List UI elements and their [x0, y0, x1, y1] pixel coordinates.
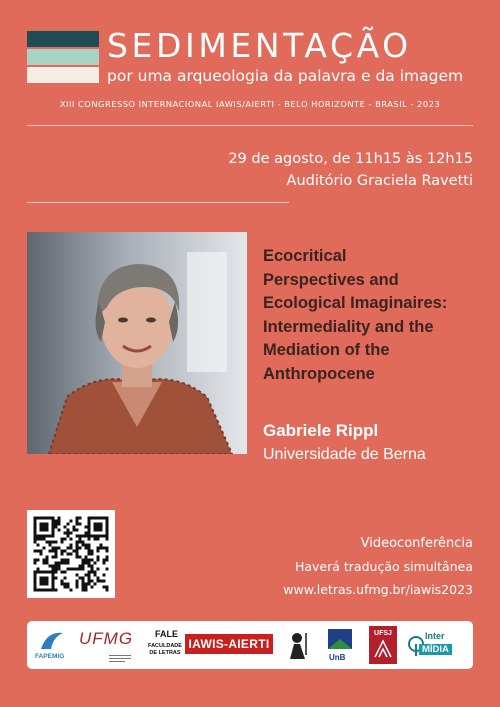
- speaker-photo: [27, 232, 247, 454]
- ufmg-logo: UFMG: [79, 629, 134, 648]
- divider-top: [27, 125, 473, 126]
- fapemig-logo-icon: [39, 629, 65, 651]
- ufsj-emblem-icon: [369, 637, 397, 659]
- sponsor-logos-bar: [27, 621, 473, 669]
- fale-subtitle: FACULDADE DE LETRAS: [148, 643, 182, 656]
- congress-line: XIII CONGRESSO INTERNACIONAL IAWIS/AIERTI - BELO HORIZONTE - BRASIL - 2023: [59, 99, 441, 109]
- event-subtitle: por uma arqueologia da palavra e da imagem: [107, 67, 464, 85]
- talk-title-line: Ecocritical: [263, 247, 347, 265]
- fapemig-label: FAPEMIG: [35, 653, 65, 660]
- iawis-logo: [185, 634, 273, 654]
- ufsj-label: UFSJ: [374, 630, 392, 637]
- videoconference-label: Videoconferência: [360, 536, 473, 551]
- intermidia-logo: [407, 631, 465, 659]
- talk-title: [263, 245, 483, 386]
- inter-label: Inter: [425, 631, 445, 641]
- speaker-name: Gabriele Rippl: [263, 421, 379, 440]
- qr-code-pattern: [27, 510, 115, 598]
- divider-middle: [27, 202, 289, 203]
- unb-label: UnB: [329, 653, 346, 662]
- logo-bar-mint: [27, 49, 99, 65]
- midia-label: MÍDIA: [419, 644, 452, 655]
- event-venue: Auditório Graciela Ravetti: [286, 173, 473, 189]
- ppg-emblem-icon: [285, 629, 315, 661]
- event-title: SEDIMENTAÇÃO: [107, 26, 412, 65]
- qr-code[interactable]: [27, 510, 115, 598]
- ufmg-subtitle-lines: [109, 651, 131, 661]
- event-logo-bars: [27, 31, 99, 83]
- unb-emblem-icon: [327, 627, 353, 651]
- logo-bar-teal: [27, 31, 99, 47]
- ufsj-logo: [369, 626, 397, 664]
- talk-title-line: Ecological Imaginaires:: [263, 294, 448, 312]
- fale-logo: FALE: [155, 629, 179, 639]
- talk-title-line: Mediation of the: [263, 341, 390, 359]
- iawis-label: IAWIS-AIERTI: [188, 637, 270, 651]
- talk-title-line: Anthropocene: [263, 364, 375, 383]
- talk-title-line: Intermediality and the: [263, 317, 434, 336]
- event-url-link[interactable]: www.letras.ufmg.br/iawis2023: [283, 582, 473, 597]
- speaker-affiliation: Universidade de Berna: [263, 446, 426, 463]
- logo-bar-cream: [27, 67, 99, 83]
- event-date: 29 de agosto, de 11h15 às 12h15: [228, 151, 473, 167]
- talk-title-line: Perspectives and: [263, 270, 399, 289]
- translation-note: Haverá tradução simultânea: [294, 559, 473, 574]
